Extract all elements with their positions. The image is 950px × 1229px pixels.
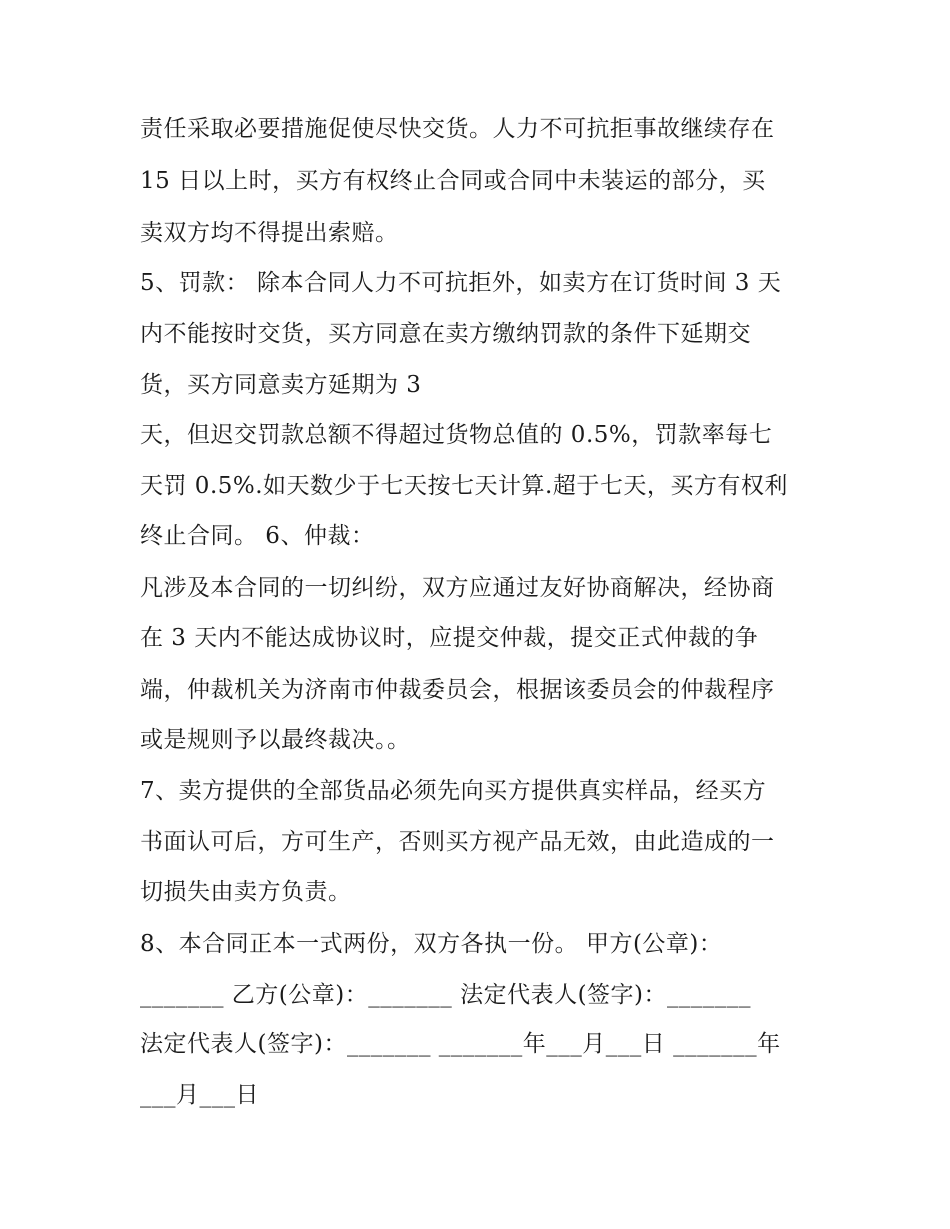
text-line: 5、罚款： 除本合同人力不可抗拒外，如卖方在订货时间 3 天: [140, 270, 782, 296]
text-line: _______ 乙方(公章)：_______ 法定代表人(签字)：_______: [140, 982, 752, 1008]
text-line: 内不能按时交货，买方同意在卖方缴纳罚款的条件下延期交: [140, 321, 751, 347]
text-line: 法定代表人(签字)：_______ _______年___月___日 _______年: [140, 1031, 781, 1057]
text-line: 或是规则予以最终裁决。。: [140, 727, 411, 753]
text-line: 15 日以上时，买方有权终止合同或合同中未装运的部分，买: [140, 168, 766, 194]
text-line: 终止合同。 6、仲裁：: [140, 523, 375, 549]
text-line: 7、卖方提供的全部货品必须先向买方提供真实样品，经买方: [140, 778, 767, 804]
text-line: 书面认可后，方可生产，否则买方视产品无效，由此造成的一: [140, 829, 775, 855]
text-line: 卖双方均不得提出索赔。: [140, 220, 399, 246]
text-line: 在 3 天内不能达成协议时，应提交仲裁，提交正式仲裁的争: [140, 625, 759, 651]
text-line: 8、本合同正本一式两份，双方各执一份。 甲方(公章)：: [140, 931, 723, 957]
text-line: ___月___日: [140, 1082, 259, 1108]
text-line: 天罚 0.5%.如天数少于七天按七天计算.超于七天，买方有权利: [140, 473, 788, 499]
text-line: 天，但迟交罚款总额不得超过货物总值的 0.5%，罚款率每七: [140, 422, 773, 448]
text-line: 端，仲裁机关为济南市仲裁委员会，根据该委员会的仲裁程序: [140, 677, 775, 703]
text-line: 切损失由卖方负责。: [140, 879, 352, 905]
text-line: 货，买方同意卖方延期为 3: [140, 372, 422, 398]
text-line: 凡涉及本合同的一切纠纷，双方应通过友好协商解决，经协商: [140, 575, 775, 601]
text-line: 责任采取必要措施促使尽快交货。人力不可抗拒事故继续存在: [140, 116, 775, 142]
